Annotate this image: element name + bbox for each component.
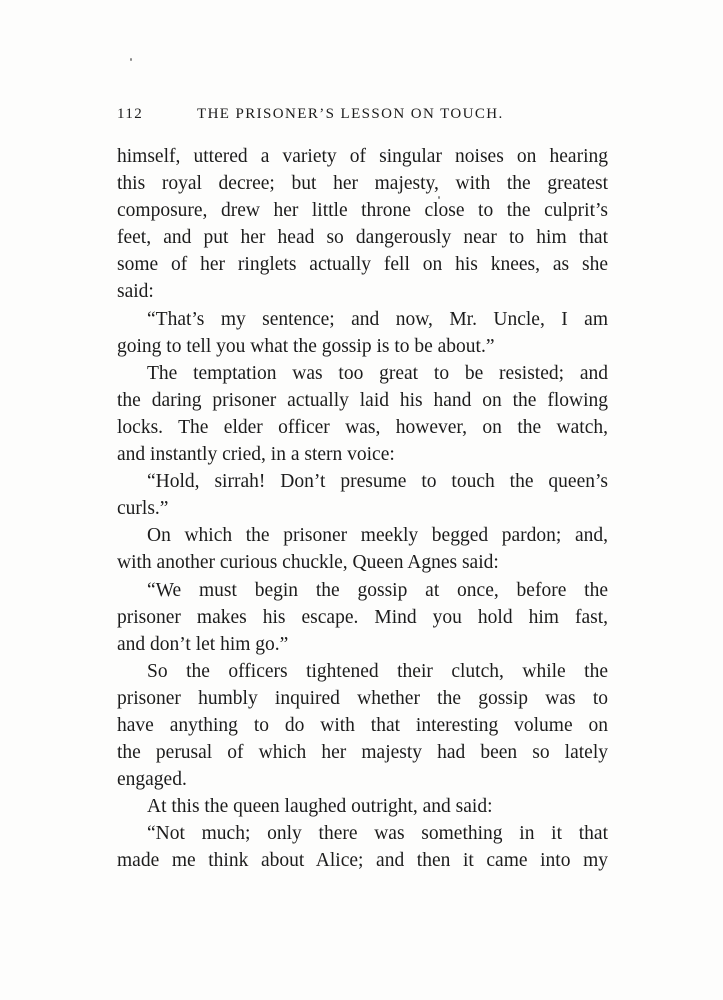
text-line: himself, uttered a variety of singular noises on hearing [117,146,608,167]
text-line: the daring prisoner actually laid his hand on the flowing [117,389,608,411]
text-line: with another curious chuckle, Queen Agnes said: [117,552,499,574]
text-line: made me think about Alice; and then it came into my [117,850,608,872]
text-line: have anything to do with that interesting volume on [117,714,608,736]
running-head [117,106,609,128]
text-line: and instantly cried, in a stern voice: [117,444,395,466]
text-line: “Hold, sirrah! Don’t presume to touch the queen’s [147,471,608,493]
text-line: the perusal of which her majesty had been so lately [117,742,608,764]
text-line: composure, drew her little throne close to the culprit’s [117,200,608,222]
text-line: prisoner makes his escape. Mind you hold him fast, [117,606,608,628]
text-line: locks. The elder officer was, however, on the watch, [117,416,608,438]
text-line: and don’t let him go.” [117,633,289,655]
running-title: THE PRISONER’S LESSON ON TOUCH. [197,106,504,122]
text-line: On which the prisoner meekly begged pardon; and, [147,525,608,547]
text-line: engaged. [117,769,187,791]
text-line: prisoner humbly inquired whether the gossip was to [117,687,608,709]
text-line: “Not much; only there was something in it that [147,823,608,845]
text-line: “We must begin the gossip at once, before the [147,579,608,601]
text-line: some of her ringlets actually fell on his knees, as she [117,254,608,276]
text-line: this royal decree; but her majesty, with the greatest [117,173,608,195]
text-line: said: [117,281,154,303]
text-line: At this the queen laughed outright, and said: [147,796,493,818]
page-number: 112 [117,106,144,122]
text-line: “That’s my sentence; and now, Mr. Uncle, I am [147,308,608,330]
text-line: The temptation was too great to be resisted; and [147,362,608,384]
text-line: going to tell you what the gossip is to be about.” [117,335,495,357]
paper-speck [130,58,132,61]
text-line: curls.” [117,498,169,520]
body-text [117,143,608,875]
text-line: So the officers tightened their clutch, while the [147,660,608,682]
text-line: feet, and put her head so dangerously near to him that [117,227,608,249]
